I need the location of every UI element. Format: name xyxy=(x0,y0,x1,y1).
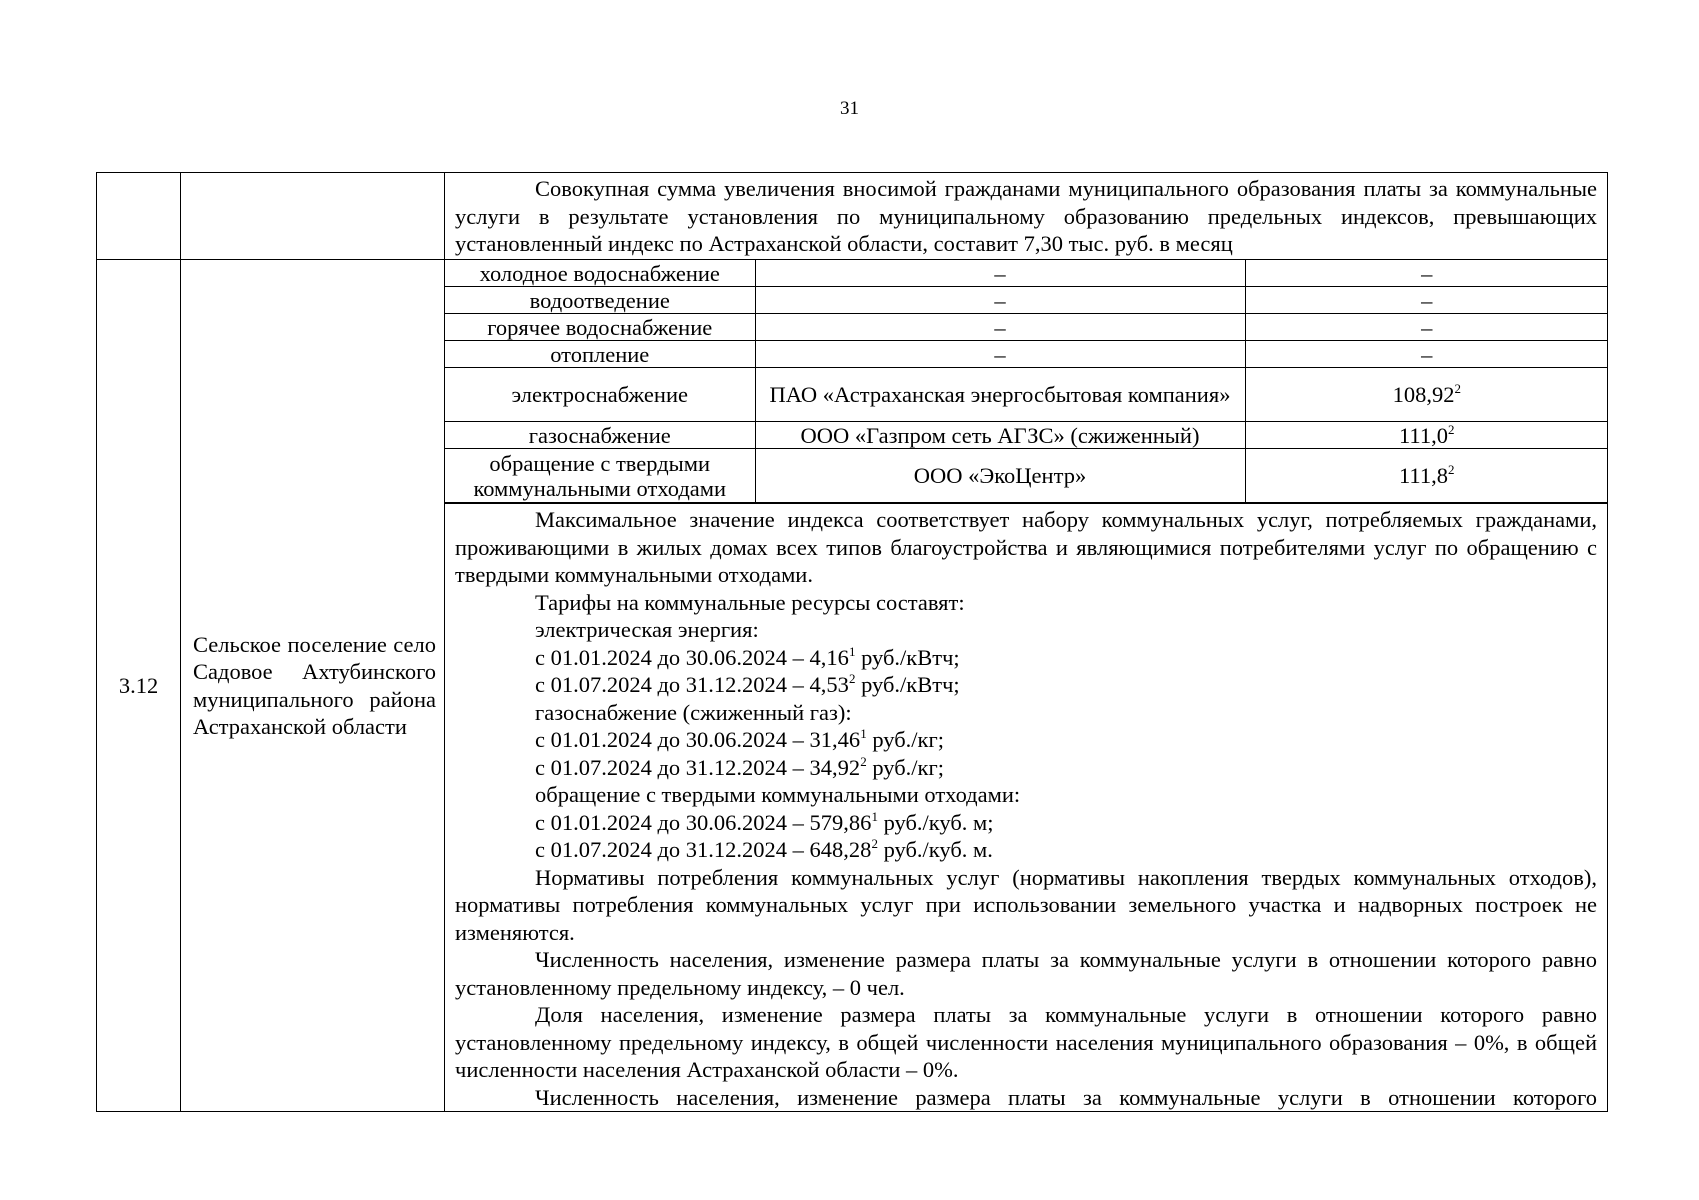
service-name: газоснабжение xyxy=(445,422,755,449)
document-table xyxy=(96,172,1608,1112)
row-number: 3.12 xyxy=(97,260,181,1112)
summary-cell xyxy=(445,173,1608,260)
municipality-name: Сельское поселение село Садовое Ахтубинского муниципального района Астраханской области xyxy=(193,631,436,739)
gas-heading: газоснабжение (сжиженный газ): xyxy=(535,699,852,725)
service-provider: ПАО «Астраханская энергосбытовая компания» xyxy=(755,368,1245,422)
tariff-line: с 01.01.2024 до 30.06.2024 – 579,86$^1$ руб./куб. м; xyxy=(535,808,994,835)
tariff-line: с 01.07.2024 до 31.12.2024 – 34,92$^2$ руб./кг; xyxy=(535,753,944,780)
service-provider: – xyxy=(755,260,1245,287)
service-index xyxy=(1245,422,1608,449)
service-provider: – xyxy=(755,287,1245,314)
waste-heading: обращение с твердыми коммунальными отходами: xyxy=(535,782,1021,807)
service-index xyxy=(1245,368,1608,422)
population-paragraph-continued: Численность населения, изменение размера платы за коммунальные услуги в отношении которого xyxy=(535,1084,1597,1110)
service-name: электроснабжение xyxy=(445,368,755,422)
index-value: 108,92 xyxy=(1392,382,1455,407)
tariffs-heading: Тарифы на коммунальные ресурсы составят: xyxy=(535,589,965,615)
empty-name-cell xyxy=(181,173,445,260)
service-index: – xyxy=(1245,314,1608,341)
share-paragraph: Доля населения, изменение размера платы за коммунальные услуги в отношении которого равно установленному предельному индексу, в общей численности населения муниципального образования – 0%, в общей численности населения Астраханской области – 0%. xyxy=(455,1002,1597,1082)
tariff-line: с 01.07.2024 до 31.12.2024 – 4,53$^2$ руб./кВтч; xyxy=(535,671,960,697)
page-number: 31 xyxy=(840,98,859,119)
details-cell xyxy=(445,260,1608,1112)
service-name: холодное водоснабжение xyxy=(445,260,755,287)
tariff-line: с 01.07.2024 до 31.12.2024 – 648,28$^2$ руб./куб. м. xyxy=(535,836,993,862)
footnote-mark: 2 xyxy=(1454,381,1461,396)
service-row xyxy=(445,368,1608,422)
service-name: водоотведение xyxy=(445,287,755,314)
services-table xyxy=(445,260,1608,503)
index-value: 111,0 xyxy=(1399,422,1448,448)
description-body xyxy=(445,503,1607,1111)
norms-paragraph: Нормативы потребления коммунальных услуг (нормативы накопления твердых коммунальных отходов), нормативы потребления коммунальных услуг при использовании земельного участка и надворных построек не изменяются. xyxy=(455,864,1597,945)
table-row-summary xyxy=(97,173,1608,260)
table-row-3-12 xyxy=(97,260,1608,1112)
municipality-name-cell xyxy=(181,260,445,1112)
service-row xyxy=(445,449,1608,503)
empty-number-cell xyxy=(97,173,181,260)
service-index: – xyxy=(1245,287,1608,314)
tariff-line: с 01.01.2024 до 30.06.2024 – 31,46$^1$ руб./кг; xyxy=(535,726,944,752)
service-provider: – xyxy=(755,314,1245,341)
service-index xyxy=(1245,449,1608,503)
service-name: отопление xyxy=(445,341,755,368)
footnote-mark: 2 xyxy=(1447,462,1455,477)
electricity-heading: электрическая энергия: xyxy=(535,617,759,642)
service-row xyxy=(445,422,1608,449)
service-provider: ООО «Газпром сеть АГЗС» (сжиженный) xyxy=(755,422,1245,449)
service-index: – xyxy=(1245,260,1608,287)
service-row xyxy=(445,314,1608,341)
service-provider: – xyxy=(755,341,1245,368)
summary-text: Совокупная сумма увеличения вносимой гражданами муниципального образования платы за коммунальные услуги в результате установления по муниципальному образованию предельных индексов, превышающих установленный индекс по Астраханской области, составит 7,30 тыс. руб. в месяц xyxy=(455,176,1597,256)
service-row xyxy=(445,341,1608,368)
index-paragraph: Максимальное значение индекса соответствует набору коммунальных услуг, потребляемых гражданами, проживающими в жилых домах всех типов благоустройства и являющимися потребителями услуг по обращению с твердыми коммунальными отходами. xyxy=(455,507,1597,587)
index-value: 111,8 xyxy=(1399,463,1448,488)
service-index: – xyxy=(1245,341,1608,368)
population-paragraph: Численность населения, изменение размера платы за коммунальные услуги в отношении которого равно установленному предельному индексу, – 0 чел. xyxy=(455,947,1597,1000)
service-row xyxy=(445,260,1608,287)
footnote-mark: 2 xyxy=(1447,421,1455,437)
service-row xyxy=(445,287,1608,314)
service-name: горячее водоснабжение xyxy=(445,314,755,341)
service-provider: ООО «ЭкоЦентр» xyxy=(755,449,1245,503)
service-name: обращение с твердыми коммунальными отходами xyxy=(445,449,755,503)
tariff-line: с 01.01.2024 до 30.06.2024 – 4,16$^1$ руб./кВтч; xyxy=(535,643,960,670)
